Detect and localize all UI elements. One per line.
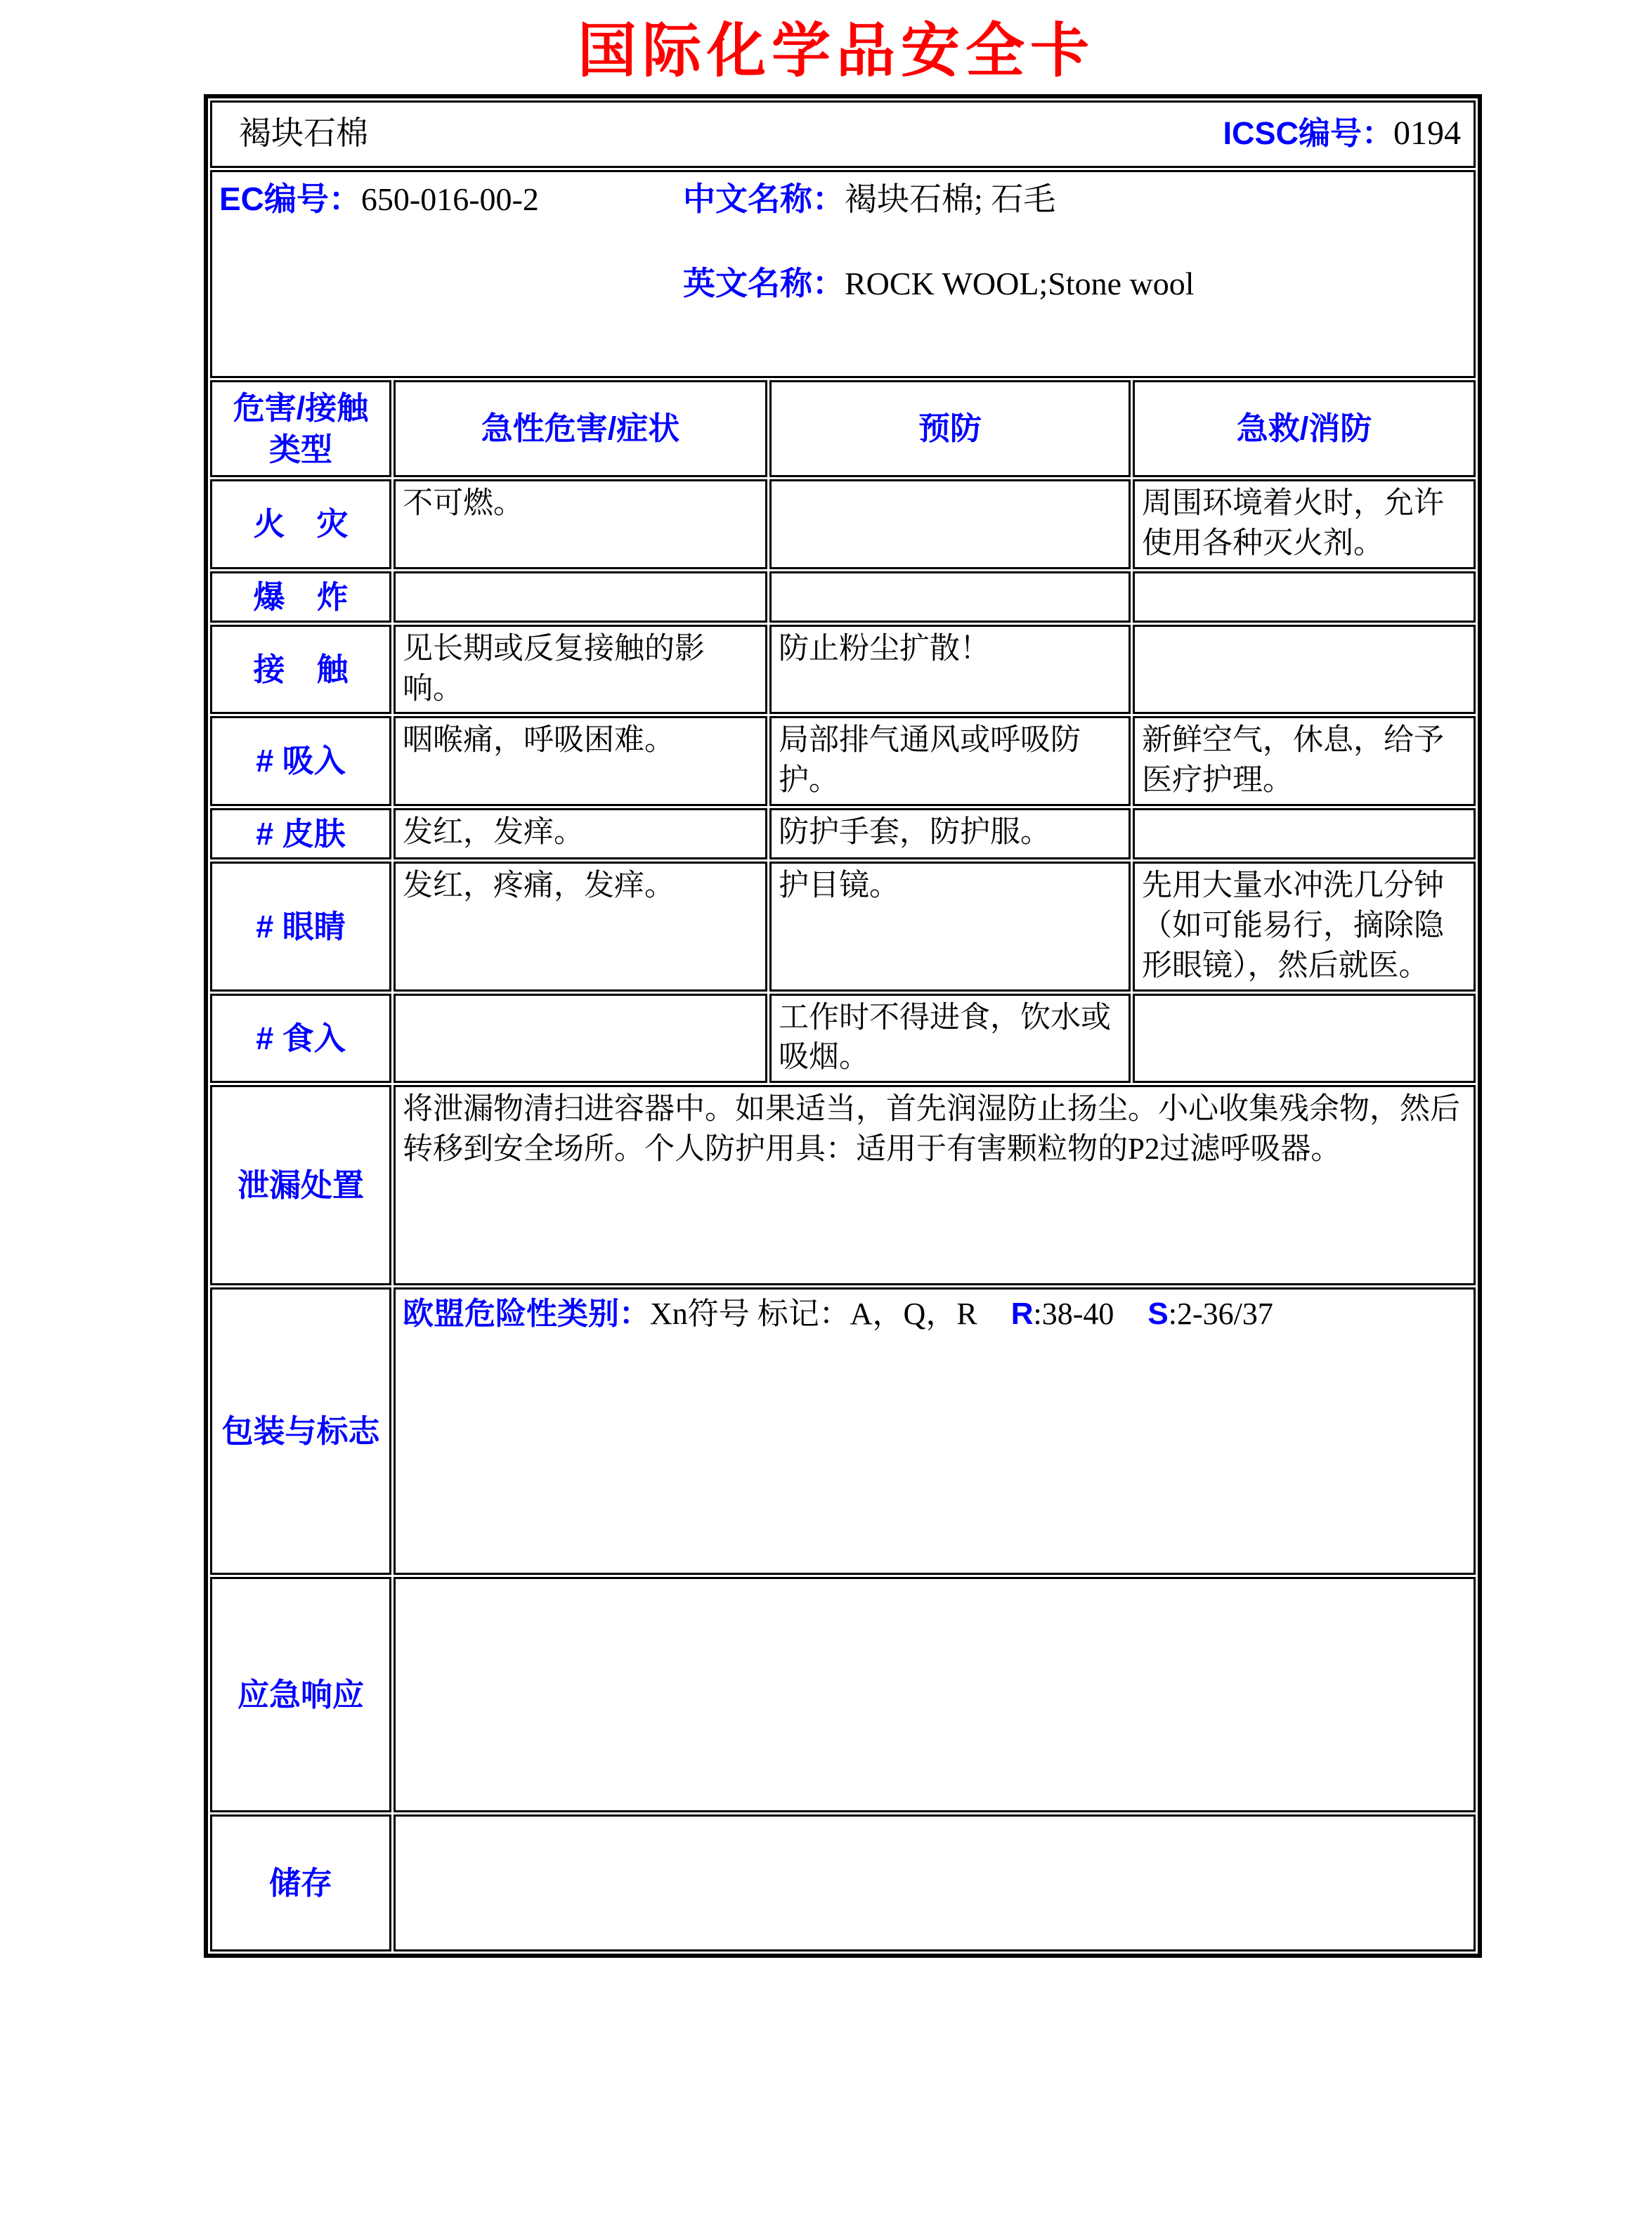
row-label-storage: 储存 — [210, 1814, 391, 1951]
exposure-prevention: 防止粉尘扩散！ — [769, 625, 1131, 715]
row-label-spillage: 泄漏处置 — [210, 1085, 391, 1285]
emergency-content — [394, 1577, 1476, 1812]
table-header-row — [210, 380, 1476, 477]
fire-first-aid: 周围环境着火时，允许使用各种灭火剂。 — [1133, 479, 1476, 569]
column-header-symptoms: 急性危害/症状 — [394, 380, 767, 477]
column-header-prevention: 预防 — [769, 380, 1131, 477]
fire-symptoms: 不可燃。 — [394, 479, 767, 569]
exposure-symptoms: 见长期或反复接触的影响。 — [394, 625, 767, 715]
s-phrase-value: :2-36/37 — [1168, 1297, 1273, 1332]
eu-class-label: 欧盟危险性类别： — [403, 1297, 650, 1332]
inhalation-first-aid: 新鲜空气，休息，给予医疗护理。 — [1133, 716, 1476, 806]
skin-symptoms: 发红，发痒。 — [394, 808, 767, 859]
chinese-name-line — [683, 178, 1466, 221]
explosion-symptoms — [394, 571, 767, 623]
safety-card-table — [204, 94, 1482, 1958]
chinese-name-value: 褐块石棉; 石毛 — [845, 181, 1056, 217]
table-row-emergency — [210, 1577, 1476, 1812]
row-label-packaging: 包装与标志 — [210, 1287, 391, 1575]
fire-prevention — [769, 479, 1131, 569]
page-title: 国际化学品安全卡 — [577, 19, 1095, 84]
column-header-hazard-type-line1: 危害/接触 — [233, 389, 369, 426]
table-row-inhalation — [210, 716, 1476, 806]
table-row-fire — [210, 479, 1476, 569]
identifiers-grid — [219, 175, 1466, 305]
ec-number-value: 650-016-00-2 — [360, 181, 539, 217]
substance-name-line — [219, 105, 1466, 155]
row-label-emergency: 应急响应 — [210, 1577, 391, 1812]
row-label-skin: # 皮肤 — [210, 808, 391, 859]
ingestion-symptoms — [394, 994, 767, 1084]
r-phrase-label: R — [1010, 1297, 1034, 1332]
table-row-explosion — [210, 571, 1476, 623]
eyes-symptoms: 发红，疼痛，发痒。 — [394, 862, 767, 991]
row-label-eyes: # 眼睛 — [210, 862, 391, 991]
row-label-exposure: 接 触 — [210, 625, 391, 715]
eyes-first-aid: 先用大量水冲洗几分钟（如可能易行，摘除隐形眼镜），然后就医。 — [1133, 862, 1476, 991]
eyes-prevention: 护目镜。 — [769, 862, 1131, 991]
table-row-spillage — [210, 1085, 1476, 1285]
explosion-first-aid — [1133, 571, 1476, 623]
identifiers-cell — [210, 170, 1476, 378]
explosion-prevention — [769, 571, 1131, 623]
skin-first-aid — [1133, 808, 1476, 859]
r-phrase-value: :38-40 — [1033, 1297, 1114, 1332]
row-label-fire: 火 灾 — [210, 479, 391, 569]
column-header-hazard-type — [210, 380, 391, 477]
inhalation-prevention: 局部排气通风或呼吸防护。 — [769, 716, 1131, 806]
column-header-hazard-type-line2: 类型 — [268, 431, 332, 467]
table-row-storage — [210, 1814, 1476, 1951]
ec-number-group — [219, 178, 683, 221]
names-group — [683, 178, 1466, 305]
ingestion-first-aid — [1133, 994, 1476, 1084]
table-row-skin — [210, 808, 1476, 859]
table-row-eyes — [210, 862, 1476, 991]
chinese-name-label: 中文名称： — [683, 181, 845, 217]
row-label-ingestion: # 食入 — [210, 994, 391, 1084]
substance-name: 褐块石棉 — [239, 115, 368, 151]
substance-cell — [210, 100, 1476, 168]
spillage-content: 将泄漏物清扫进容器中。如果适当，首先润湿防止扬尘。小心收集残余物，然后转移到安全场所。个人防护用具：适用于有害颗粒物的P2过滤呼吸器。 — [394, 1085, 1476, 1285]
icsc-number-group — [1223, 111, 1462, 155]
row-label-inhalation: # 吸入 — [210, 716, 391, 806]
packaging-content — [394, 1287, 1476, 1575]
english-name-label: 英文名称： — [683, 264, 845, 301]
inhalation-symptoms: 咽喉痛，呼吸困难。 — [394, 716, 767, 806]
s-phrase-label: S — [1147, 1297, 1169, 1332]
english-name-value: ROCK WOOL;Stone wool — [845, 265, 1195, 301]
ec-number-label: EC编号： — [219, 181, 361, 217]
skin-prevention: 防护手套，防护服。 — [769, 808, 1131, 859]
eu-class-value: Xn符号 标记：A，Q，R — [650, 1297, 977, 1332]
column-header-first-aid: 急救/消防 — [1133, 380, 1476, 477]
table-row-exposure — [210, 625, 1476, 715]
table-row-ingestion — [210, 994, 1476, 1084]
row-label-explosion: 爆 炸 — [210, 571, 391, 623]
english-name-line — [683, 262, 1466, 306]
identifiers-row — [210, 170, 1476, 378]
substance-row — [210, 100, 1476, 168]
ingestion-prevention: 工作时不得进食，饮水或吸烟。 — [769, 994, 1131, 1084]
storage-content — [394, 1814, 1476, 1951]
eu-classification-line — [403, 1292, 1466, 1334]
icsc-number-value: 0194 — [1393, 115, 1462, 152]
icsc-number-label: ICSC编号： — [1223, 115, 1394, 151]
table-row-packaging — [210, 1287, 1476, 1575]
exposure-first-aid — [1133, 625, 1476, 715]
